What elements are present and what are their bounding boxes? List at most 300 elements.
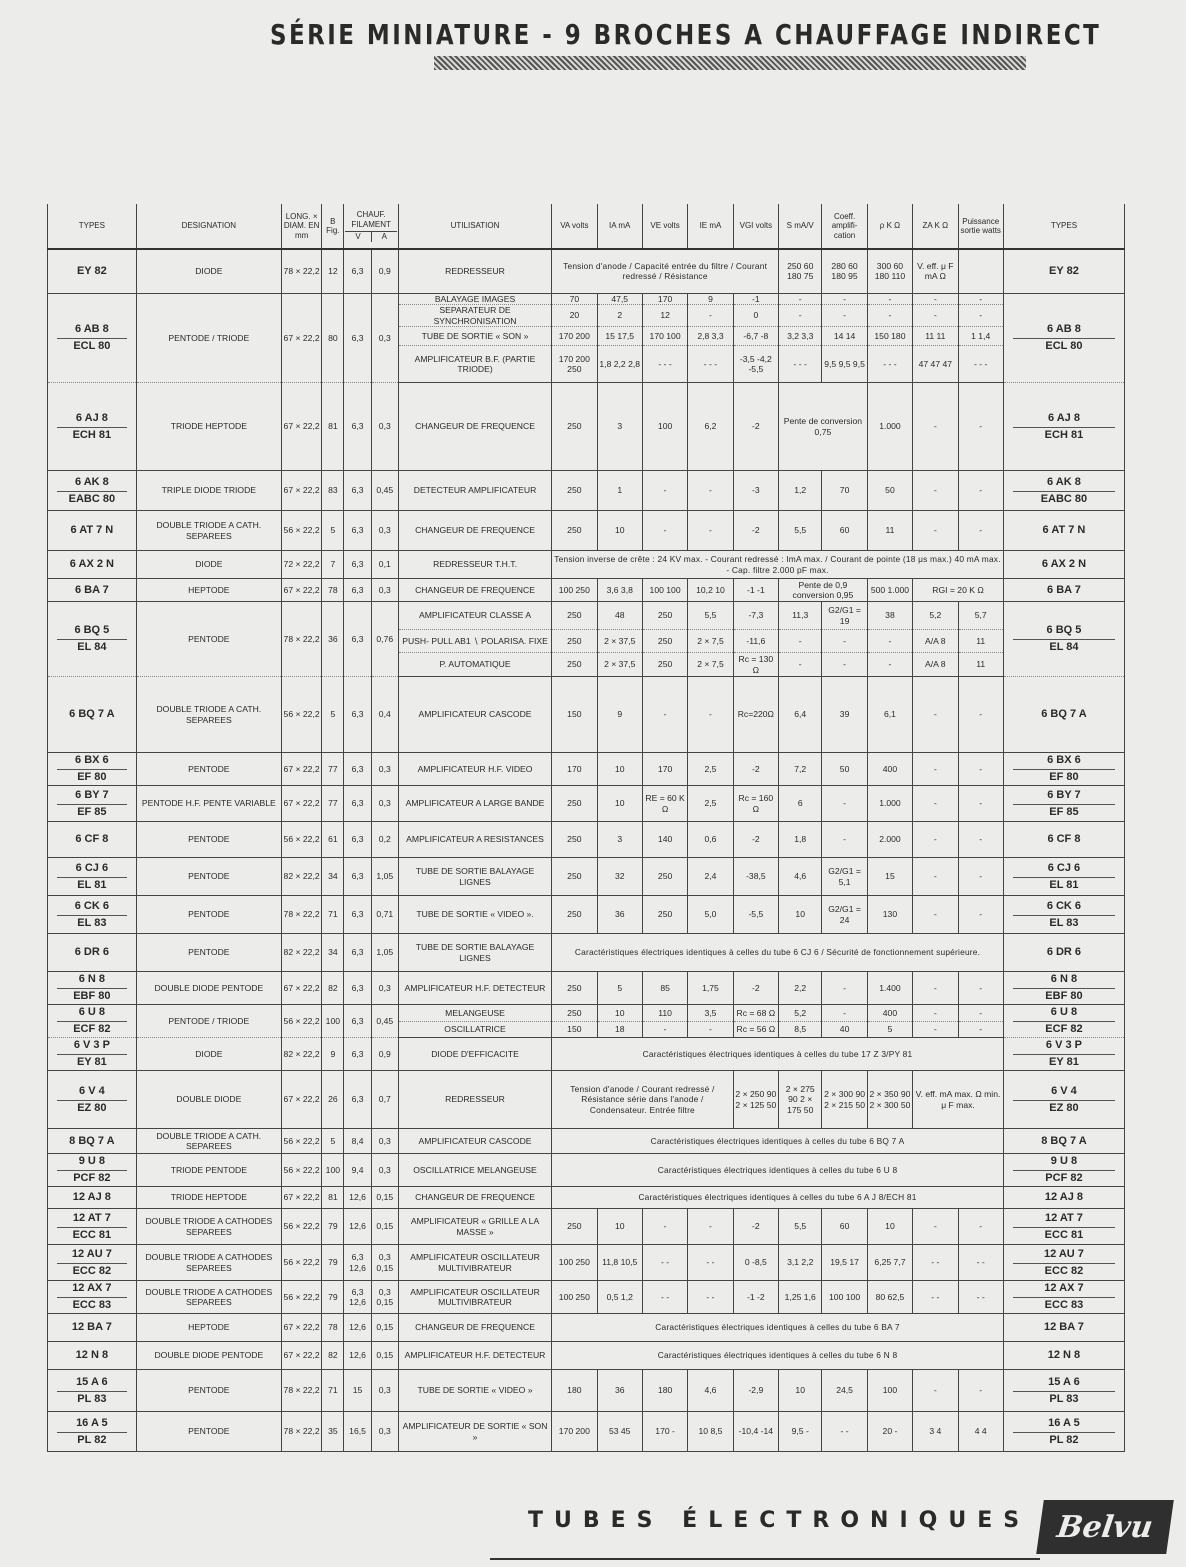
value-p-cell: 2.000	[867, 822, 912, 858]
designation-cell: PENTODE / TRIODE	[136, 293, 281, 383]
type-primary: 8 BQ 7 A	[1041, 1134, 1087, 1147]
value-ve-cell: 85	[642, 972, 687, 1005]
value-ve-cell: 170	[642, 753, 687, 786]
value-w-cell: -	[958, 858, 1003, 896]
dimension-cell: 56 × 22,2	[281, 1209, 321, 1245]
filament-a-cell: 0,1	[371, 551, 398, 579]
value-w-cell: -	[958, 972, 1003, 1005]
value-z-cell: -	[913, 511, 958, 551]
value-p-cell: 1.000	[867, 786, 912, 822]
filament-v-cell: 15	[344, 1370, 371, 1412]
type-secondary: EL 84	[1013, 639, 1115, 655]
value-p-cell: 400	[867, 1005, 912, 1022]
value-c-cell: 60	[822, 1209, 867, 1245]
type-cell-left	[48, 1154, 137, 1187]
value-z-cell: -	[913, 786, 958, 822]
value-w-cell: 1 1,4	[958, 327, 1003, 346]
value-ia-cell: 0,5 1,2	[597, 1281, 642, 1314]
designation-cell: PENTODE	[136, 1370, 281, 1412]
type-primary: 16 A 5	[76, 1416, 108, 1429]
value-z-cell: - -	[913, 1245, 958, 1281]
dimension-cell: 56 × 22,2	[281, 1154, 321, 1187]
value-s-cell: 10	[779, 1370, 822, 1412]
designation-cell: HEPTODE	[136, 579, 281, 602]
header-a: A	[381, 232, 387, 242]
type-secondary: PL 82	[57, 1432, 127, 1448]
value-z-cell: -	[913, 1209, 958, 1245]
type-secondary: ECL 80	[57, 338, 127, 354]
value-ia-cell: 2 × 37,5	[597, 653, 642, 677]
type-primary: 6 U 8	[78, 1006, 106, 1018]
table-row	[48, 786, 1125, 822]
filament-v-cell: 6,3 12,6	[344, 1245, 371, 1281]
type-cell-left	[48, 934, 137, 972]
type-primary: 12 AT 7	[72, 1211, 111, 1224]
value-ia-cell: 36	[597, 1370, 642, 1412]
table-row	[48, 896, 1125, 934]
value-ve-cell: 250	[642, 602, 687, 630]
dimension-cell: 78 × 22,2	[281, 1370, 321, 1412]
value-g-cell: Rc = 68 Ω	[733, 1005, 778, 1022]
fig-cell: 77	[322, 786, 344, 822]
filament-v-cell: 12,6	[344, 1314, 371, 1342]
type-primary: 6 BY 7	[1047, 788, 1081, 801]
utilisation-cell: BALAYAGE IMAGES	[398, 293, 551, 305]
value-ia-cell: 3	[597, 822, 642, 858]
value-g-cell: -10,4 -14	[733, 1412, 778, 1452]
dimension-cell: 56 × 22,2	[281, 822, 321, 858]
value-p-cell: 150 180	[867, 327, 912, 346]
type-cell-left	[48, 551, 137, 579]
type-primary: 6 BA 7	[1047, 583, 1081, 596]
utilisation-cell: CHANGEUR DE FREQUENCE	[398, 383, 551, 471]
utilisation-cell: AMPLIFICATEUR CASCODE	[398, 1129, 551, 1154]
utilisation-cell: OSCILLATRICE	[398, 1022, 551, 1038]
dimension-cell: 82 × 22,2	[281, 1038, 321, 1071]
type-cell-right	[1003, 383, 1124, 471]
value-w-cell: - - -	[958, 346, 1003, 383]
value-z-cell: -	[913, 858, 958, 896]
filament-v-cell: 12,6	[344, 1187, 371, 1209]
designation-cell: DIODE	[136, 1038, 281, 1071]
value-g-cell: -3	[733, 471, 778, 511]
table-row	[48, 1038, 1125, 1071]
value-s-cell: 9,5 -	[779, 1412, 822, 1452]
filament-v-cell: 6,3	[344, 1005, 371, 1038]
filament-a-cell: 0,3	[371, 753, 398, 786]
filament-a-cell: 1,05	[371, 934, 398, 972]
value-c-cell: -	[822, 305, 867, 327]
type-cell-right	[1003, 1281, 1124, 1314]
type-primary: 6 CF 8	[1047, 833, 1081, 845]
value-s-cell: 5,2	[779, 1005, 822, 1022]
value-z-cell: -	[913, 1005, 958, 1022]
dimension-cell: 56 × 22,2	[281, 677, 321, 753]
type-primary: 12 AX 7	[72, 1282, 112, 1294]
value-va-cell: 150	[552, 1022, 597, 1038]
value-s-cell: -	[779, 305, 822, 327]
value-w-cell: -	[958, 1370, 1003, 1412]
spanned-note-cell: Caractéristiques électriques identiques à celles du tube 6 A J 8/ECH 81	[552, 1187, 1004, 1209]
type-primary: 6 AB 8	[74, 322, 109, 335]
value-c-cell: 2 × 300 90 2 × 215 50	[822, 1071, 867, 1129]
value-ie-cell: 2,5	[688, 753, 733, 786]
footer-brand-text: TUBES ÉLECTRONIQUES	[528, 1508, 1031, 1533]
value-ia-cell: 10	[597, 1209, 642, 1245]
table-row	[48, 1370, 1125, 1412]
filament-a-cell: 0,3	[371, 293, 398, 383]
utilisation-cell: OSCILLATRICE MELANGEUSE	[398, 1154, 551, 1187]
spanned-note-cell: Caractéristiques électriques identiques à celles du tube 6 BQ 7 A	[552, 1129, 1004, 1154]
value-w-cell: -	[958, 896, 1003, 934]
value-p-cell: 20 -	[867, 1412, 912, 1452]
type-primary: 15 A 6	[1048, 1375, 1080, 1388]
type-secondary: EL 83	[57, 915, 127, 931]
value-ie-cell: 2 × 7,5	[688, 653, 733, 677]
value-ie-cell: -	[688, 305, 733, 327]
value-ve-cell: 170	[642, 293, 687, 305]
type-cell-right	[1003, 1129, 1124, 1154]
value-ie-cell: -	[688, 511, 733, 551]
utilisation-cell: CHANGEUR DE FREQUENCE	[398, 579, 551, 602]
utilisation-cell: AMPLIFICATEUR OSCILLATEUR MULTIVIBRATEUR	[398, 1281, 551, 1314]
type-primary: 12 BA 7	[71, 1321, 112, 1333]
type-primary: 12 AJ 8	[1044, 1191, 1083, 1203]
value-ve-cell: RE = 60 K Ω	[642, 786, 687, 822]
type-cell-right	[1003, 896, 1124, 934]
designation-cell: DIODE	[136, 551, 281, 579]
designation-cell: HEPTODE	[136, 1314, 281, 1342]
value-ie-cell: -	[688, 677, 733, 753]
filament-v-cell: 6,3 12,6	[344, 1281, 371, 1314]
type-secondary: ECH 81	[57, 427, 127, 443]
value-ve-cell: 180	[642, 1370, 687, 1412]
dimension-cell: 82 × 22,2	[281, 934, 321, 972]
type-cell-left	[48, 1342, 137, 1370]
type-primary: EY 82	[76, 264, 107, 277]
fig-cell: 77	[322, 753, 344, 786]
page-title: SÉRIE MINIATURE - 9 BROCHES A CHAUFFAGE INDIRECT	[270, 18, 1102, 51]
value-c-cell: 50	[822, 753, 867, 786]
value-w-cell: -	[958, 383, 1003, 471]
value-g-cell: 0	[733, 305, 778, 327]
filament-v-cell: 9,4	[344, 1154, 371, 1187]
fig-cell: 100	[322, 1005, 344, 1038]
type-secondary: PCF 82	[1013, 1170, 1115, 1186]
value-w-cell: -	[958, 822, 1003, 858]
type-cell-right	[1003, 972, 1124, 1005]
filament-v-cell: 6,3	[344, 602, 371, 677]
type-secondary: ECH 81	[1013, 427, 1115, 443]
designation-cell: DOUBLE DIODE	[136, 1071, 281, 1129]
type-secondary: ECF 82	[1013, 1021, 1115, 1037]
type-cell-left	[48, 1281, 137, 1314]
dimension-cell: 67 × 22,2	[281, 786, 321, 822]
type-primary: 6 AT 7 N	[1042, 524, 1086, 536]
value-ie-cell: 0,6	[688, 822, 733, 858]
value-ve-cell: 250	[642, 653, 687, 677]
filament-v-cell: 12,6	[344, 1209, 371, 1245]
type-secondary: EY 81	[57, 1054, 127, 1070]
value-ve-cell: 250	[642, 896, 687, 934]
value-va-cell: 150	[552, 677, 597, 753]
value-ve-cell: 170 -	[642, 1412, 687, 1452]
designation-cell: PENTODE / TRIODE	[136, 1005, 281, 1038]
value-ie-cell: -	[688, 471, 733, 511]
type-cell-left	[48, 858, 137, 896]
value-c-cell: 9,5 9,5 9,5	[822, 346, 867, 383]
value-g-cell: -2	[733, 753, 778, 786]
type-secondary: EL 81	[1013, 877, 1115, 893]
value-g-cell: -2	[733, 383, 778, 471]
header-vg1: VGI volts	[733, 204, 778, 249]
designation-cell: PENTODE	[136, 858, 281, 896]
value-ve-cell: -	[642, 677, 687, 753]
designation-cell: DOUBLE TRIODE A CATH. SEPAREES	[136, 677, 281, 753]
value-w-cell: -	[958, 1209, 1003, 1245]
value-ia-cell: 36	[597, 896, 642, 934]
value-w-cell: -	[958, 471, 1003, 511]
value-ia-cell: 47,5	[597, 293, 642, 305]
value-c-cell: -	[822, 1005, 867, 1022]
type-primary: 6 CJ 6	[75, 861, 109, 874]
utilisation-cell: SEPARATEUR DE SYNCHRONISATION	[398, 305, 551, 327]
type-cell-right	[1003, 1154, 1124, 1187]
value-ie-cell: - - -	[688, 346, 733, 383]
value-z-cell: -	[913, 972, 958, 1005]
utilisation-cell: AMPLIFICATEUR OSCILLATEUR MULTIVIBRATEUR	[398, 1245, 551, 1281]
value-ve-cell: 12	[642, 305, 687, 327]
value-ve-cell: -	[642, 511, 687, 551]
value-ie-cell: 1,75	[688, 972, 733, 1005]
table-row	[48, 579, 1125, 602]
value-z-cell: 11 11	[913, 327, 958, 346]
dimension-cell: 67 × 22,2	[281, 1314, 321, 1342]
value-z-cell: -	[913, 1022, 958, 1038]
utilisation-cell: CHANGEUR DE FREQUENCE	[398, 1314, 551, 1342]
type-primary: 9 U 8	[1050, 1155, 1078, 1167]
type-cell-left	[48, 1038, 137, 1071]
filament-v-cell: 6,3	[344, 753, 371, 786]
value-g-cell: -11,6	[733, 630, 778, 653]
value-g-cell: 0 -8,5	[733, 1245, 778, 1281]
filament-a-cell: 0,15	[371, 1342, 398, 1370]
filament-v-cell: 6,3	[344, 579, 371, 602]
filament-v-cell: 8,4	[344, 1129, 371, 1154]
value-w-cell: -	[958, 753, 1003, 786]
value-ve-cell: -	[642, 1022, 687, 1038]
type-primary: 6 BX 6	[75, 754, 109, 766]
table-row	[48, 1342, 1125, 1370]
header-v: V	[345, 232, 371, 242]
value-ie-cell: 10,2 10	[688, 579, 733, 602]
designation-cell: DOUBLE TRIODE A CATHODES SEPAREES	[136, 1245, 281, 1281]
fig-cell: 79	[322, 1209, 344, 1245]
value-va-cell: 250	[552, 1005, 597, 1022]
value-ia-cell: 5	[597, 972, 642, 1005]
table-row	[48, 1281, 1125, 1314]
filament-v-cell: 6,3	[344, 934, 371, 972]
value-p-cell: 2 × 350 90 2 × 300 50	[867, 1071, 912, 1129]
footer-rule	[490, 1558, 1040, 1560]
value-sc-cell: Pente de conversion 0,75	[779, 383, 868, 471]
value-zw-cell: V. eff. mA max. Ω min. μ F max.	[913, 1071, 1004, 1129]
value-ia-cell: 53 45	[597, 1412, 642, 1452]
filament-v-cell: 6,3	[344, 1038, 371, 1071]
filament-a-cell: 0,2	[371, 822, 398, 858]
value-ie-cell: - -	[688, 1245, 733, 1281]
utilisation-cell: CHANGEUR DE FREQUENCE	[398, 511, 551, 551]
value-c-cell: 39	[822, 677, 867, 753]
type-secondary: EY 81	[1013, 1054, 1115, 1070]
value-s-cell: -	[779, 653, 822, 677]
value-va-cell: 250	[552, 653, 597, 677]
utilisation-cell: REDRESSEUR	[398, 1071, 551, 1129]
type-primary: 6 N 8	[1050, 973, 1078, 985]
designation-cell: PENTODE	[136, 822, 281, 858]
table-row	[48, 293, 1125, 305]
value-z-cell: 3 4	[913, 1412, 958, 1452]
filament-a-cell: 0,3	[371, 972, 398, 1005]
value-ie-cell: -	[688, 1022, 733, 1038]
fig-cell: 82	[322, 1342, 344, 1370]
value-w-cell: -	[958, 305, 1003, 327]
value-ve-cell: 110	[642, 1005, 687, 1022]
type-primary: 6 BQ 5	[1046, 624, 1082, 636]
type-secondary: EF 80	[57, 769, 127, 785]
value-p-cell: -	[867, 630, 912, 653]
value-w-cell: 11	[958, 630, 1003, 653]
fig-cell: 78	[322, 579, 344, 602]
header-types-right: TYPES	[1003, 204, 1124, 249]
value-z-cell: -	[913, 822, 958, 858]
value-ie-cell: 2 × 7,5	[688, 630, 733, 653]
type-cell-left	[48, 1129, 137, 1154]
table-row	[48, 677, 1125, 753]
table-row	[48, 249, 1125, 293]
value-p-cell: 500 1.000	[867, 579, 912, 602]
value-p-cell: 6,25 7,7	[867, 1245, 912, 1281]
type-primary: 6 N 8	[78, 973, 106, 985]
utilisation-cell: DIODE D'EFFICACITE	[398, 1038, 551, 1071]
table-row	[48, 972, 1125, 1005]
value-va-cell: 250	[552, 858, 597, 896]
fig-cell: 79	[322, 1281, 344, 1314]
type-secondary: EF 85	[57, 804, 127, 820]
table-row	[48, 858, 1125, 896]
designation-cell: PENTODE	[136, 602, 281, 677]
type-secondary: ECL 80	[1013, 338, 1115, 354]
value-w-cell: -	[958, 677, 1003, 753]
type-primary: 6 CF 8	[75, 833, 109, 845]
value-g-cell: -1 -1	[733, 579, 778, 602]
header-ve: VE volts	[642, 204, 687, 249]
value-s-cell: 2 × 275 90 2 × 175 50	[779, 1071, 822, 1129]
type-primary: 6 V 4	[1051, 1084, 1077, 1097]
value-z-cell: - -	[913, 1281, 958, 1314]
type-secondary: EABC 80	[57, 491, 127, 507]
type-secondary: EZ 80	[1013, 1100, 1115, 1116]
value-ia-cell: 2 × 37,5	[597, 630, 642, 653]
value-s-cell: -	[779, 630, 822, 653]
value-p-cell: 11	[867, 511, 912, 551]
value-c-cell: - -	[822, 1412, 867, 1452]
spanned-note-cell: Caractéristiques électriques identiques à celles du tube 6 N 8	[552, 1342, 1004, 1370]
header-types: TYPES	[48, 204, 137, 249]
type-primary: 6 DR 6	[74, 946, 109, 958]
value-ve-cell: - -	[642, 1245, 687, 1281]
value-ia-cell: 2	[597, 305, 642, 327]
dimension-cell: 56 × 22,2	[281, 1245, 321, 1281]
utilisation-cell: AMPLIFICATEUR « GRILLE A LA MASSE »	[398, 1209, 551, 1245]
header-fig: B Fig.	[322, 204, 344, 249]
type-secondary: ECC 81	[57, 1227, 127, 1243]
type-cell-right	[1003, 822, 1124, 858]
fig-cell: 81	[322, 383, 344, 471]
type-cell-left	[48, 1314, 137, 1342]
value-va-cell: 170 200	[552, 327, 597, 346]
header-designation: DESIGNATION	[136, 204, 281, 249]
value-va-cell: 250	[552, 471, 597, 511]
value-va-cell: 100 250	[552, 579, 597, 602]
type-primary: 6 CK 6	[1046, 899, 1082, 912]
type-secondary: EBF 80	[57, 988, 127, 1004]
utilisation-cell: TUBE DE SORTIE BALAYAGE LIGNES	[398, 934, 551, 972]
value-g-cell: Rc = 56 Ω	[733, 1022, 778, 1038]
value-g-cell: -2	[733, 1209, 778, 1245]
type-primary: 12 BA 7	[1043, 1321, 1084, 1333]
type-cell-left	[48, 896, 137, 934]
value-ie-cell: 3,5	[688, 1005, 733, 1022]
filament-v-cell: 6,3	[344, 822, 371, 858]
type-cell-left	[48, 511, 137, 551]
value-c-cell: -	[822, 630, 867, 653]
table-row	[48, 1005, 1125, 1022]
value-va-cell: 250	[552, 1209, 597, 1245]
value-g-cell: -5,5	[733, 896, 778, 934]
type-primary: 6 V 4	[79, 1084, 105, 1097]
spanned-note-cell: Caractéristiques électriques identiques à celles du tube 6 U 8	[552, 1154, 1004, 1187]
value-ie-cell: 6,2	[688, 383, 733, 471]
filament-v-cell: 6,3	[344, 471, 371, 511]
fig-cell: 34	[322, 858, 344, 896]
value-g-cell: -2	[733, 972, 778, 1005]
filament-a-cell: 0,3	[371, 383, 398, 471]
fig-cell: 5	[322, 1129, 344, 1154]
value-ve-cell: 140	[642, 822, 687, 858]
value-w-cell: -	[958, 511, 1003, 551]
table-row	[48, 1209, 1125, 1245]
utilisation-cell: TUBE DE SORTIE « VIDEO ».	[398, 896, 551, 934]
value-p-cell: -	[867, 305, 912, 327]
filament-a-cell: 0,3	[371, 1412, 398, 1452]
filament-a-cell: 1,05	[371, 858, 398, 896]
value-ve-cell: 250	[642, 630, 687, 653]
value-ve-cell: - - -	[642, 346, 687, 383]
value-w-cell	[958, 249, 1003, 293]
table-row	[48, 602, 1125, 630]
table-row	[48, 471, 1125, 511]
designation-cell: PENTODE	[136, 934, 281, 972]
type-cell-left	[48, 602, 137, 677]
value-s-cell: 6	[779, 786, 822, 822]
spanned-note-cell: Caractéristiques électriques identiques à celles du tube 6 CJ 6 / Sécurité de fonctionnement supérieure.	[552, 934, 1004, 972]
value-ia-cell: 11,8 10,5	[597, 1245, 642, 1281]
value-ia-cell: 1,8 2,2 2,8	[597, 346, 642, 383]
value-g-cell: -2	[733, 822, 778, 858]
value-z-cell: 47 47 47	[913, 346, 958, 383]
dimension-cell: 67 × 22,2	[281, 1187, 321, 1209]
